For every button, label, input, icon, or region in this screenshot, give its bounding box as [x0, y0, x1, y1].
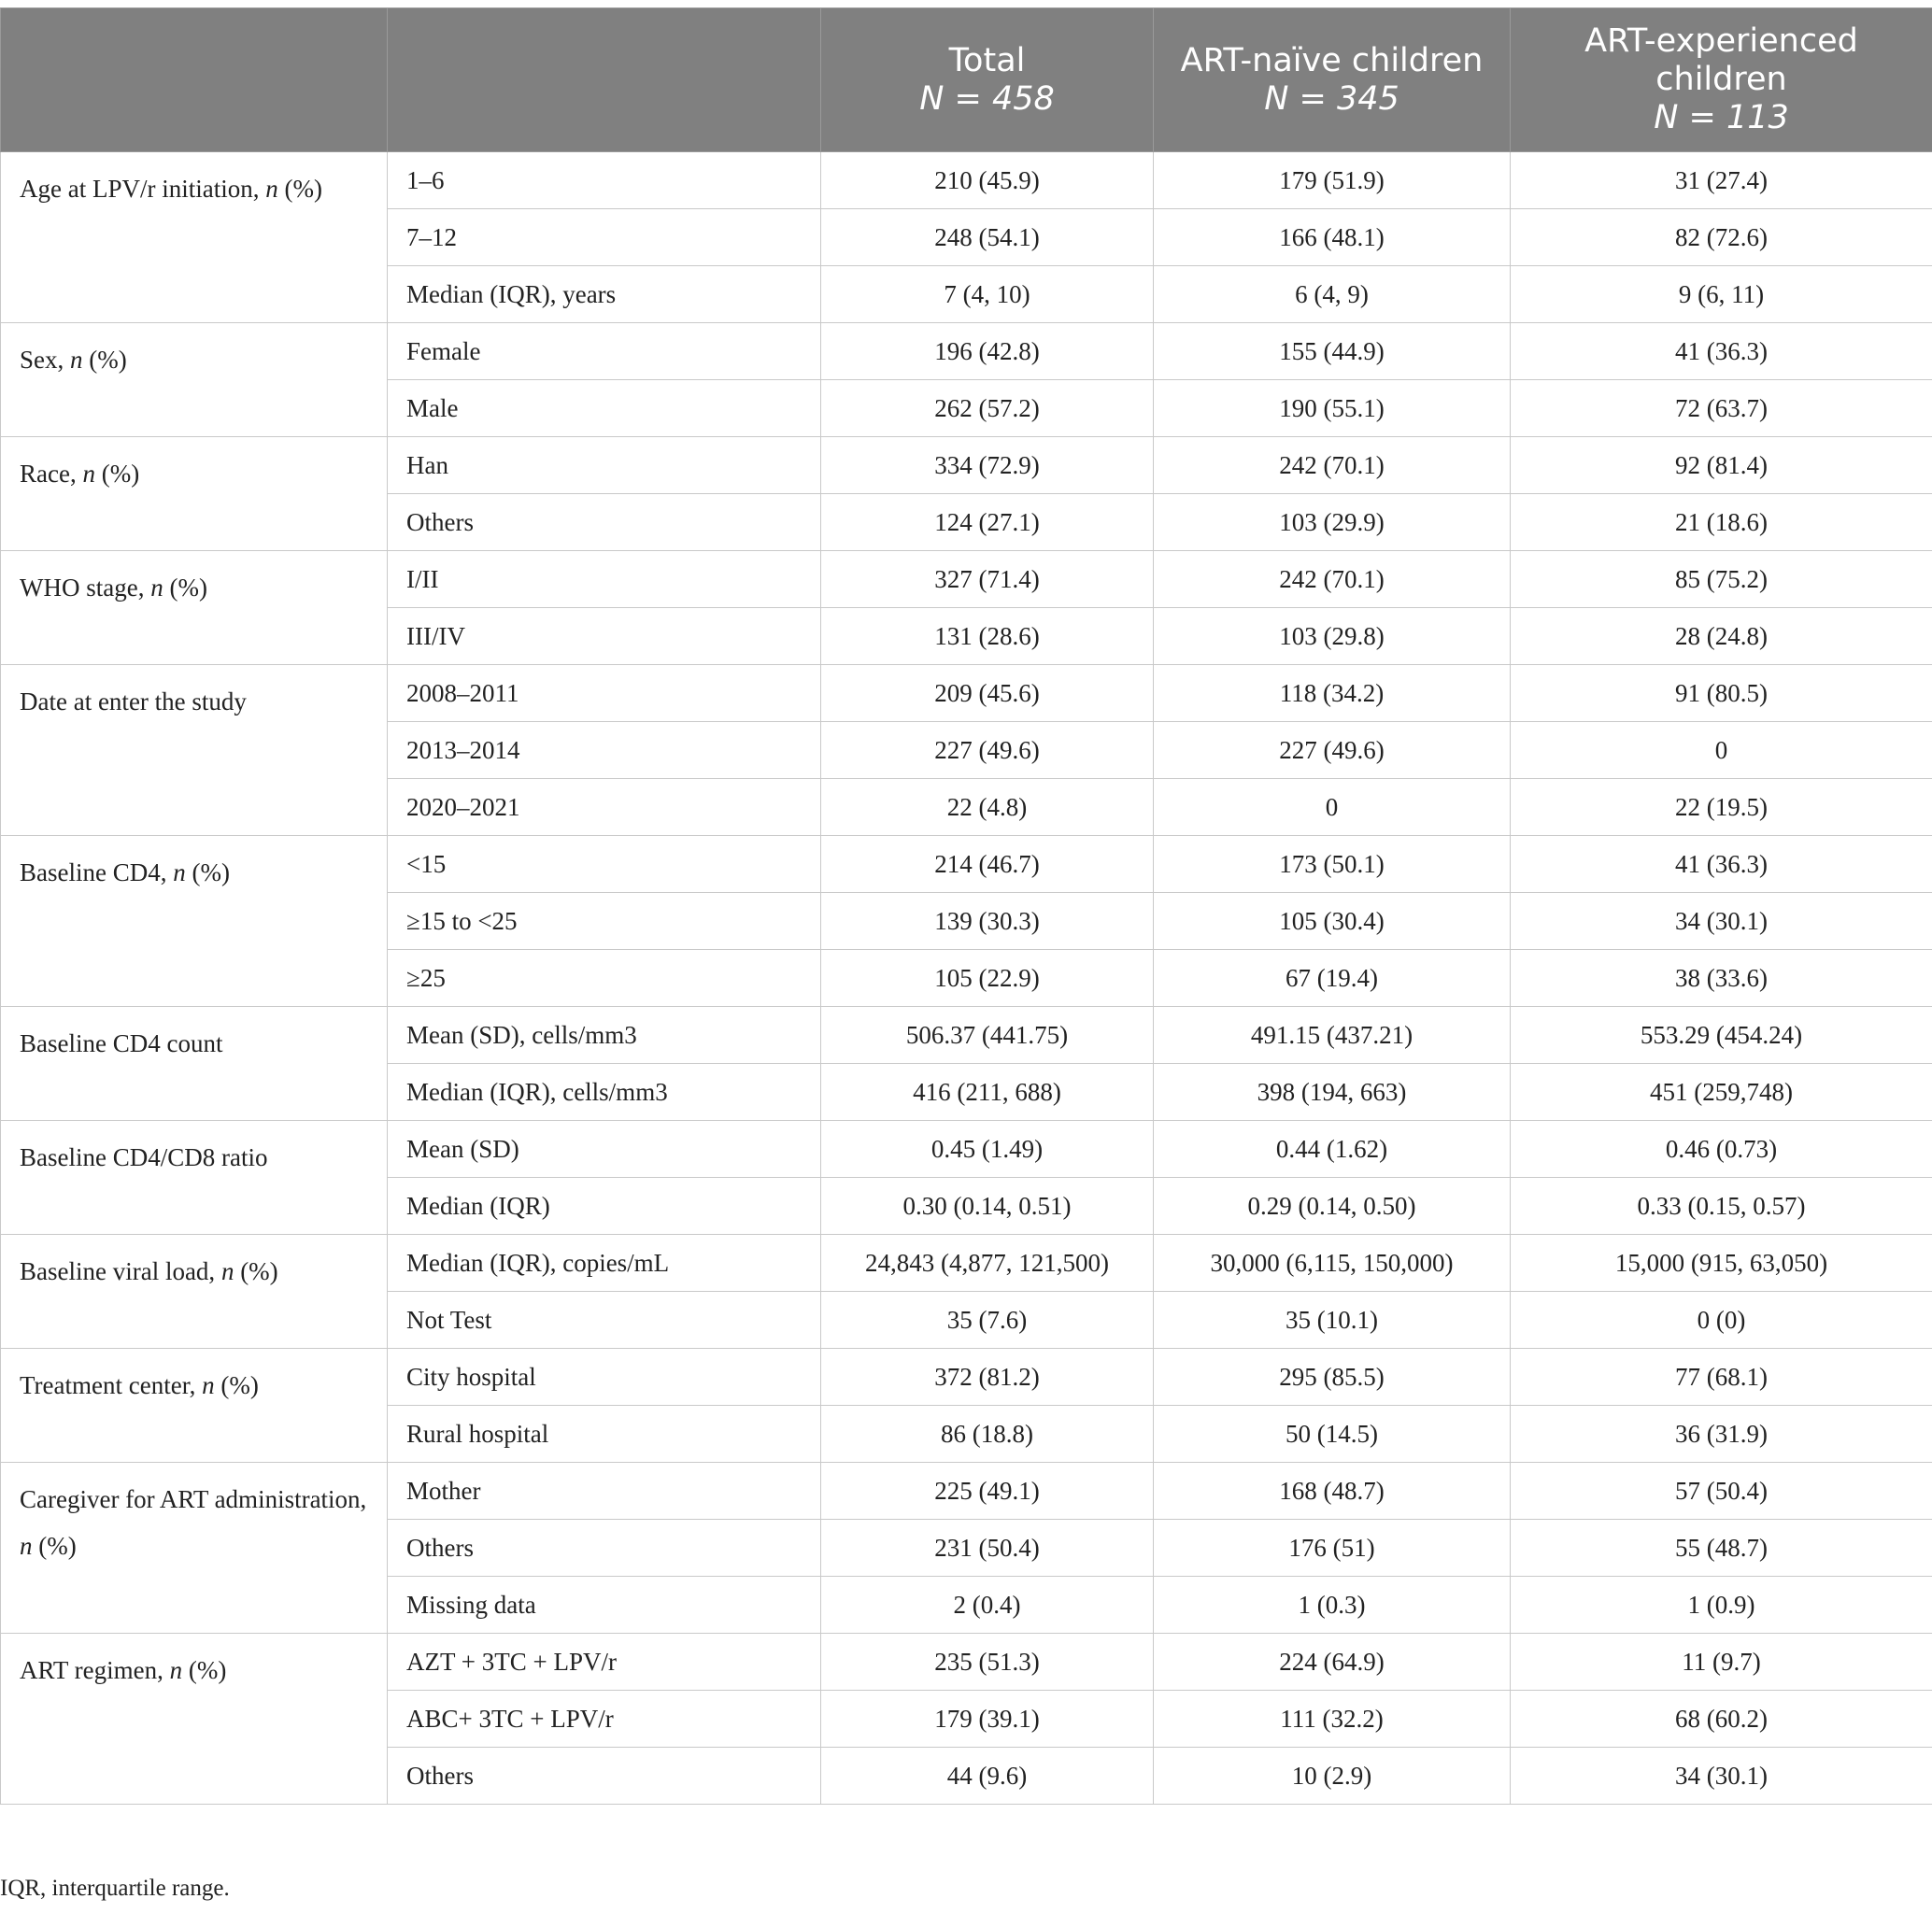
cell-art-naive: 242 (70.1): [1154, 551, 1511, 608]
row-category: Others: [388, 494, 821, 551]
cell-total: 248 (54.1): [821, 209, 1154, 266]
cell-art-experienced: 82 (72.6): [1511, 209, 1932, 266]
cell-art-naive: 105 (30.4): [1154, 893, 1511, 950]
cell-total: 327 (71.4): [821, 551, 1154, 608]
row-category: <15: [388, 836, 821, 893]
row-category: Not Test: [388, 1292, 821, 1349]
stat-n: n: [70, 346, 83, 374]
table-row: [1, 1235, 1932, 1292]
cell-art-experienced: 451 (259,748): [1511, 1064, 1932, 1121]
stat-n: n: [82, 460, 95, 488]
row-category: AZT + 3TC + LPV/r: [388, 1634, 821, 1691]
cell-total: 105 (22.9): [821, 950, 1154, 1007]
cell-art-naive: 1 (0.3): [1154, 1577, 1511, 1634]
row-group-label: Race, n (%): [1, 437, 388, 551]
header-category: [388, 8, 821, 152]
header-art-naive: [1154, 8, 1511, 152]
cell-art-experienced: 0: [1511, 722, 1932, 779]
cell-art-naive: 0.29 (0.14, 0.50): [1154, 1178, 1511, 1235]
cell-art-experienced: 91 (80.5): [1511, 665, 1932, 722]
cell-art-experienced: 28 (24.8): [1511, 608, 1932, 665]
cell-art-experienced: 22 (19.5): [1511, 779, 1932, 836]
cell-art-experienced: 0.33 (0.15, 0.57): [1511, 1178, 1932, 1235]
cell-art-naive: 118 (34.2): [1154, 665, 1511, 722]
cell-art-naive: 491.15 (437.21): [1154, 1007, 1511, 1064]
cell-art-experienced: 9 (6, 11): [1511, 266, 1932, 323]
cell-total: 506.37 (441.75): [821, 1007, 1154, 1064]
row-category: Mean (SD), cells/mm3: [388, 1007, 821, 1064]
cell-art-naive: 111 (32.2): [1154, 1691, 1511, 1748]
cell-art-experienced: 68 (60.2): [1511, 1691, 1932, 1748]
cell-art-naive: 35 (10.1): [1154, 1292, 1511, 1349]
row-category: Missing data: [388, 1577, 821, 1634]
cell-total: 235 (51.3): [821, 1634, 1154, 1691]
cell-total: 179 (39.1): [821, 1691, 1154, 1748]
header-total: [821, 8, 1154, 152]
cell-art-experienced: 31 (27.4): [1511, 152, 1932, 209]
header-art-experienced-n: N = 113: [1654, 99, 1789, 136]
table-footnote: IQR, interquartile range.: [0, 1876, 230, 1901]
row-group-label: Baseline CD4, n (%): [1, 836, 388, 1007]
row-category: Female: [388, 323, 821, 380]
table-row: [1, 665, 1932, 722]
cell-art-naive: 227 (49.6): [1154, 722, 1511, 779]
table-row: [1, 1349, 1932, 1406]
cell-art-experienced: 1 (0.9): [1511, 1577, 1932, 1634]
cell-art-naive: 166 (48.1): [1154, 209, 1511, 266]
stat-n: n: [20, 1532, 33, 1560]
row-category: Others: [388, 1520, 821, 1577]
table-row: [1, 551, 1932, 608]
cell-total: 0.30 (0.14, 0.51): [821, 1178, 1154, 1235]
cell-art-experienced: 15,000 (915, 63,050): [1511, 1235, 1932, 1292]
cell-total: 209 (45.6): [821, 665, 1154, 722]
cell-total: 2 (0.4): [821, 1577, 1154, 1634]
row-category: ≥25: [388, 950, 821, 1007]
cell-art-experienced: 38 (33.6): [1511, 950, 1932, 1007]
row-group-label: WHO stage, n (%): [1, 551, 388, 665]
cell-art-experienced: 92 (81.4): [1511, 437, 1932, 494]
row-category: Mean (SD): [388, 1121, 821, 1178]
table-row: [1, 1007, 1932, 1064]
cell-total: 124 (27.1): [821, 494, 1154, 551]
cell-total: 35 (7.6): [821, 1292, 1154, 1349]
cell-art-experienced: 34 (30.1): [1511, 893, 1932, 950]
header-art-experienced-label-line1: ART-experienced: [1584, 22, 1858, 60]
row-group-label: Baseline CD4/CD8 ratio: [1, 1121, 388, 1235]
cell-total: 24,843 (4,877, 121,500): [821, 1235, 1154, 1292]
cell-art-naive: 179 (51.9): [1154, 152, 1511, 209]
cell-art-naive: 0.44 (1.62): [1154, 1121, 1511, 1178]
cell-art-experienced: 85 (75.2): [1511, 551, 1932, 608]
table-header: [1, 8, 1932, 152]
cell-total: 372 (81.2): [821, 1349, 1154, 1406]
cell-total: 262 (57.2): [821, 380, 1154, 437]
row-category: ABC+ 3TC + LPV/r: [388, 1691, 821, 1748]
cell-art-naive: 173 (50.1): [1154, 836, 1511, 893]
cell-total: 86 (18.8): [821, 1406, 1154, 1463]
cell-total: 44 (9.6): [821, 1748, 1154, 1805]
row-category: Male: [388, 380, 821, 437]
cell-art-naive: 295 (85.5): [1154, 1349, 1511, 1406]
row-category: Han: [388, 437, 821, 494]
stat-n: n: [150, 574, 163, 602]
cell-art-experienced: 57 (50.4): [1511, 1463, 1932, 1520]
cell-art-naive: 50 (14.5): [1154, 1406, 1511, 1463]
row-category: Rural hospital: [388, 1406, 821, 1463]
row-group-label: Treatment center, n (%): [1, 1349, 388, 1463]
cell-art-naive: 0: [1154, 779, 1511, 836]
cell-total: 214 (46.7): [821, 836, 1154, 893]
stat-n: n: [173, 858, 186, 886]
row-category: I/II: [388, 551, 821, 608]
cell-total: 231 (50.4): [821, 1520, 1154, 1577]
cell-art-naive: 155 (44.9): [1154, 323, 1511, 380]
cell-art-experienced: 41 (36.3): [1511, 323, 1932, 380]
header-characteristic: [1, 8, 388, 152]
header-art-naive-n: N = 345: [1264, 79, 1399, 118]
table-row: [1, 323, 1932, 380]
cell-total: 22 (4.8): [821, 779, 1154, 836]
cell-art-naive: 398 (194, 663): [1154, 1064, 1511, 1121]
row-group-label: Caregiver for ART administration, n (%): [1, 1463, 388, 1634]
cell-art-naive: 103 (29.9): [1154, 494, 1511, 551]
row-category: 2020–2021: [388, 779, 821, 836]
table-row: [1, 1634, 1932, 1691]
cell-total: 334 (72.9): [821, 437, 1154, 494]
row-category: ≥15 to <25: [388, 893, 821, 950]
cell-total: 0.45 (1.49): [821, 1121, 1154, 1178]
row-category: 2013–2014: [388, 722, 821, 779]
cell-art-experienced: 77 (68.1): [1511, 1349, 1932, 1406]
cell-art-naive: 190 (55.1): [1154, 380, 1511, 437]
row-category: Median (IQR): [388, 1178, 821, 1235]
row-category: City hospital: [388, 1349, 821, 1406]
row-group-label: Sex, n (%): [1, 323, 388, 437]
row-category: Others: [388, 1748, 821, 1805]
table-row: [1, 437, 1932, 494]
header-total-n: N = 458: [919, 79, 1055, 118]
row-category: Mother: [388, 1463, 821, 1520]
row-group-label: Baseline viral load, n (%): [1, 1235, 388, 1349]
row-category: 2008–2011: [388, 665, 821, 722]
stat-n: n: [265, 175, 278, 203]
row-category: Median (IQR), years: [388, 266, 821, 323]
header-art-experienced-label-line2: children: [1655, 61, 1787, 98]
stat-n: n: [169, 1656, 183, 1684]
cell-art-naive: 10 (2.9): [1154, 1748, 1511, 1805]
cell-art-naive: 103 (29.8): [1154, 608, 1511, 665]
cell-art-experienced: 0.46 (0.73): [1511, 1121, 1932, 1178]
row-group-label: ART regimen, n (%): [1, 1634, 388, 1805]
cell-total: 196 (42.8): [821, 323, 1154, 380]
stat-n: n: [202, 1371, 215, 1399]
cell-art-experienced: 0 (0): [1511, 1292, 1932, 1349]
row-group-label: Date at enter the study: [1, 665, 388, 836]
cell-art-experienced: 55 (48.7): [1511, 1520, 1932, 1577]
cell-art-experienced: 41 (36.3): [1511, 836, 1932, 893]
cell-art-naive: 242 (70.1): [1154, 437, 1511, 494]
table-row: [1, 1121, 1932, 1178]
row-category: III/IV: [388, 608, 821, 665]
cell-art-naive: 67 (19.4): [1154, 950, 1511, 1007]
row-category: 1–6: [388, 152, 821, 209]
cell-total: 131 (28.6): [821, 608, 1154, 665]
header-art-experienced: [1511, 8, 1932, 152]
cell-art-naive: 168 (48.7): [1154, 1463, 1511, 1520]
cell-art-experienced: 34 (30.1): [1511, 1748, 1932, 1805]
table-row: [1, 152, 1932, 209]
cell-total: 227 (49.6): [821, 722, 1154, 779]
cell-art-naive: 176 (51): [1154, 1520, 1511, 1577]
header-art-naive-label: ART-naïve children: [1180, 41, 1484, 79]
row-group-label: Baseline CD4 count: [1, 1007, 388, 1121]
cell-total: 210 (45.9): [821, 152, 1154, 209]
cell-total: 225 (49.1): [821, 1463, 1154, 1520]
row-group-label: Age at LPV/r initiation, n (%): [1, 152, 388, 323]
cell-art-experienced: 72 (63.7): [1511, 380, 1932, 437]
cell-art-naive: 6 (4, 9): [1154, 266, 1511, 323]
baseline-characteristics-table: [0, 7, 1932, 1805]
cell-art-experienced: 11 (9.7): [1511, 1634, 1932, 1691]
cell-art-naive: 224 (64.9): [1154, 1634, 1511, 1691]
cell-total: 416 (211, 688): [821, 1064, 1154, 1121]
header-total-label: Total: [948, 41, 1026, 79]
table-row: [1, 1463, 1932, 1520]
stat-n: n: [220, 1257, 234, 1285]
header-row: [1, 8, 1932, 152]
row-category: 7–12: [388, 209, 821, 266]
cell-total: 7 (4, 10): [821, 266, 1154, 323]
cell-art-naive: 30,000 (6,115, 150,000): [1154, 1235, 1511, 1292]
table-row: [1, 836, 1932, 893]
row-category: Median (IQR), copies/mL: [388, 1235, 821, 1292]
cell-total: 139 (30.3): [821, 893, 1154, 950]
cell-art-experienced: 21 (18.6): [1511, 494, 1932, 551]
row-category: Median (IQR), cells/mm3: [388, 1064, 821, 1121]
table-body: [1, 152, 1932, 1805]
cell-art-experienced: 553.29 (454.24): [1511, 1007, 1932, 1064]
cell-art-experienced: 36 (31.9): [1511, 1406, 1932, 1463]
